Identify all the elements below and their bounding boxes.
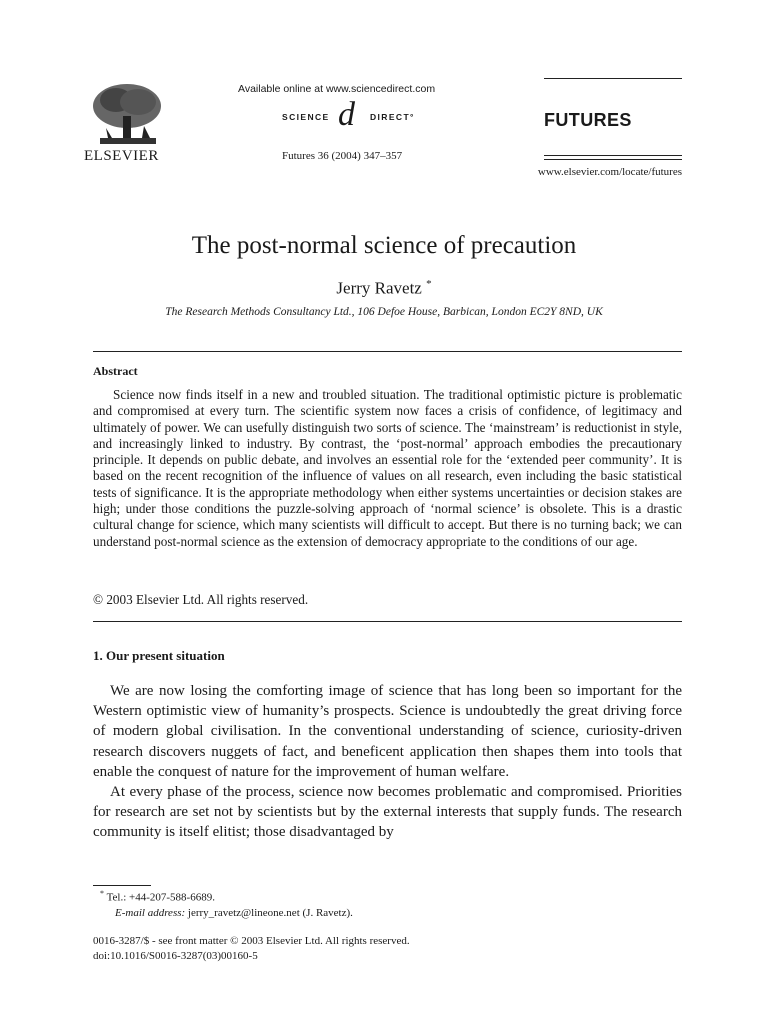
sd-logo-left: SCIENCE xyxy=(282,112,330,122)
abstract-rule-bottom xyxy=(93,621,682,622)
available-online-text[interactable]: Available online at www.sciencedirect.com xyxy=(238,83,436,95)
footnote-email-label: E-mail address: xyxy=(115,907,186,919)
author-footnote-mark[interactable]: * xyxy=(426,278,432,290)
article-title: The post-normal science of precaution xyxy=(191,232,577,259)
abstract-rule-top xyxy=(93,351,682,352)
journal-citation: Futures 36 (2004) 347–357 xyxy=(282,150,403,162)
author-affiliation: The Research Methods Consultancy Ltd., 106 Defoe House, Barbican, London EC2Y 8ND, UK xyxy=(165,306,603,318)
footnote-mark: * xyxy=(100,889,104,898)
section-paragraph-1: We are now losing the comforting image of science that has long been so important for the Western optimistic view of humanity’s prospects. Science is undoubtedly the great driving force of modern global civilisation. In the conventional understanding of science, curiosity-driven research discovers nuggets of fact, and beneficent application then shapes them into tools that enable the conquest of nature for the improvement of human welfare. xyxy=(93,683,682,780)
journal-rule-2 xyxy=(544,159,682,160)
journal-rule-1 xyxy=(544,155,682,156)
sd-logo-right: DIRECT° xyxy=(370,112,415,122)
journal-header xyxy=(0,0,768,185)
footnote-tel-text: Tel.: +44-207-588-6689. xyxy=(106,891,215,904)
issn-line: 0016-3287/$ - see front matter © 2003 Elsevier Ltd. All rights reserved. xyxy=(93,935,410,947)
footnote-tel xyxy=(100,889,215,904)
abstract-copyright: © 2003 Elsevier Ltd. All rights reserved. xyxy=(93,592,309,607)
article-author xyxy=(0,278,768,299)
section-heading: 1. Our present situation xyxy=(93,648,225,663)
footnote-email xyxy=(115,907,353,919)
journal-url-link[interactable]: www.elsevier.com/locate/futures xyxy=(537,166,682,178)
sciencedirect-logo[interactable] xyxy=(282,96,432,136)
footnote-rule xyxy=(93,885,151,886)
section-paragraph-2: At every phase of the process, science now becomes problematic and compromised. Priorities for research are set not by scientists but by the external interests that supply funds. The research community is itself elitist; those disadvantaged by xyxy=(93,784,682,841)
doi-link[interactable]: doi:10.1016/S0016-3287(03)00160-5 xyxy=(93,950,258,962)
abstract-heading: Abstract xyxy=(93,364,138,378)
abstract-body: Science now finds itself in a new and troubled situation. The traditional optimistic picture is problematic and compromised at every turn. The scientific system now faces a crisis of confidence, of legitimacy and ultimately of power. We can usefully distinguish two sorts of science. The ‘mainstream’ is reductionist in style, and increasingly linked to industry. By contrast, the ‘post-normal’ approach embodies the precautionary principle. It depends on public debate, and involves an essential role for the ‘extended peer community’. It is based on the recent recognition of the influence of values on all research, even including the basic statistical tests of significance. It is the appropriate methodology when either systems uncertainties or decision stakes are high; under those conditions the puzzle-solving approach of ‘normal science’ is obsolete. This is a drastic cultural change for science, which many scientists will difficult to accept. But there is no turning back; we can understand post-normal science as the extension of democracy appropriate to the conditions of our age. xyxy=(93,387,682,549)
author-name: Jerry Ravetz xyxy=(336,278,422,298)
journal-name: FUTURES xyxy=(544,110,632,130)
sd-logo-at-icon: d xyxy=(338,96,355,133)
journal-rule-top xyxy=(544,78,682,79)
footnote-email-value[interactable]: jerry_ravetz@lineone.net (J. Ravetz). xyxy=(187,907,353,919)
publisher-name: ELSEVIER xyxy=(84,148,159,164)
